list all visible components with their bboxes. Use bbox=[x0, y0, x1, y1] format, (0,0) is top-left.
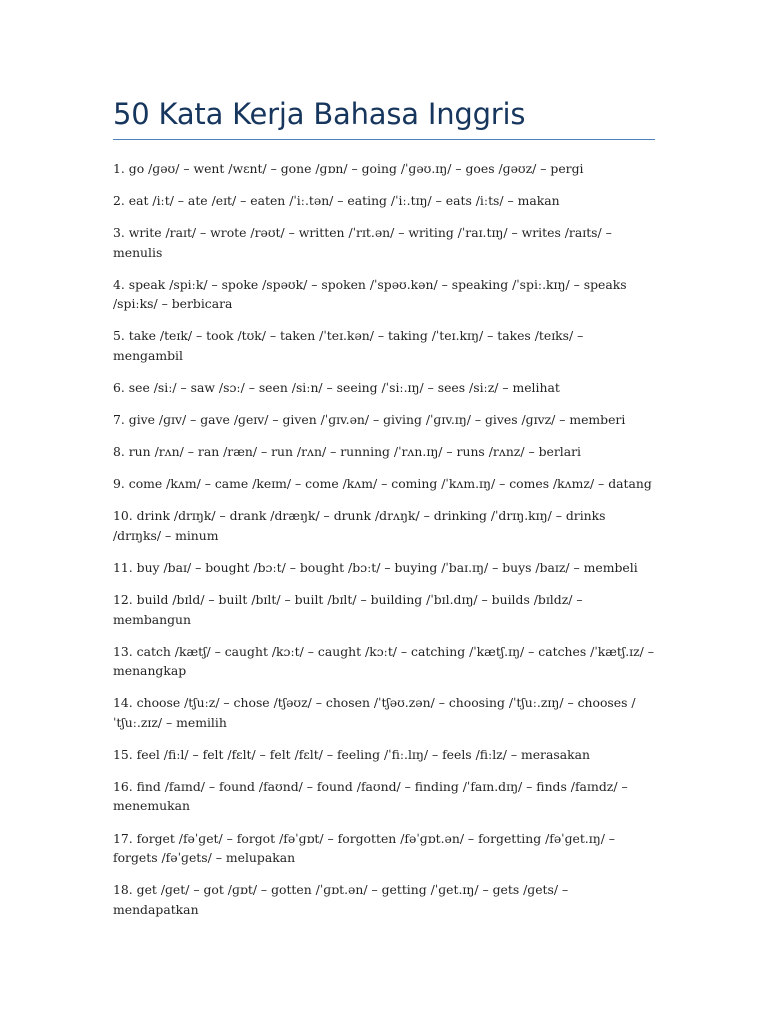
title-underline bbox=[113, 139, 655, 140]
verb-entry-drink: 10. drink /drɪŋk/ – drank /dræŋk/ – drunk /drʌŋk/ – drinking /ˈdrɪŋ.kɪŋ/ – drinks /drɪŋks/ – minum bbox=[113, 508, 606, 543]
verb-entry-take: 5. take /teɪk/ – took /tʊk/ – taken /ˈteɪ.kən/ – taking /ˈteɪ.kɪŋ/ – takes /teɪks/ – mengambil bbox=[113, 328, 584, 363]
verb-entry-come: 9. come /kʌm/ – came /keɪm/ – come /kʌm/ – coming /ˈkʌm.ɪŋ/ – comes /kʌmz/ – datang bbox=[113, 476, 652, 492]
verb-list bbox=[113, 159, 655, 932]
verb-entry-get: 18. get /ɡet/ – got /ɡɒt/ – gotten /ˈɡɒt.ən/ – getting /ˈɡet.ɪŋ/ – gets /ɡets/ – mendapatkan bbox=[113, 882, 569, 917]
verb-entry-find: 16. find /faɪnd/ – found /faʊnd/ – found /faʊnd/ – finding /ˈfaɪn.dɪŋ/ – finds /faɪndz/ – menemukan bbox=[113, 778, 628, 814]
verb-entry-build: 12. build /bɪld/ – built /bɪlt/ – built /bɪlt/ – building /ˈbɪl.dɪŋ/ – builds /bɪldz/ – membangun bbox=[113, 592, 583, 627]
verb-entry-choose: 14. choose /tʃuːz/ – chose /tʃəʊz/ – chosen /ˈtʃəʊ.zən/ – choosing /ˈtʃuː.zɪŋ/ – chooses /ˈtʃuː.zɪz/ – memilih bbox=[113, 695, 636, 730]
verb-entry-run: 8. run /rʌn/ – ran /ræn/ – run /rʌn/ – running /ˈrʌn.ɪŋ/ – runs /rʌnz/ – berlari bbox=[113, 444, 582, 460]
verb-entry-go: 1. go /ɡəʊ/ – went /wɛnt/ – gone /ɡɒn/ – going /ˈɡəʊ.ɪŋ/ – goes /ɡəʊz/ – pergi bbox=[113, 161, 584, 176]
verb-entry-give: 7. give /ɡɪv/ – gave /ɡeɪv/ – given /ˈɡɪv.ən/ – giving /ˈɡɪv.ɪŋ/ – gives /ɡɪvz/ – memberi bbox=[113, 412, 626, 428]
verb-entry-write: 3. write /raɪt/ – wrote /rəʊt/ – written /ˈrɪt.ən/ – writing /ˈraɪ.tɪŋ/ – writes /raɪts/ – menulis bbox=[113, 225, 612, 260]
verb-entry-see: 6. see /siː/ – saw /sɔː/ – seen /siːn/ – seeing /ˈsiː.ɪŋ/ – sees /siːz/ – melihat bbox=[113, 379, 560, 395]
verb-entry-speak: 4. speak /spiːk/ – spoke /spəʊk/ – spoken /ˈspəʊ.kən/ – speaking /ˈspiː.kɪŋ/ – speaks /spiːks/ – berbicara bbox=[113, 276, 627, 312]
verb-entry-buy: 11. buy /baɪ/ – bought /bɔːt/ – bought /bɔːt/ – buying /ˈbaɪ.ɪŋ/ – buys /baɪz/ – membeli bbox=[113, 559, 638, 575]
page-title: 50 Kata Kerja Bahasa Inggris bbox=[113, 97, 526, 131]
verb-entry-forget: 17. forget /fəˈɡet/ – forgot /fəˈɡɒt/ – forgotten /fəˈɡɒt.ən/ – forgetting /fəˈɡet.ɪŋ/ – forgets /fəˈɡets/ – melupakan bbox=[113, 830, 616, 865]
verb-entry-catch: 13. catch /kætʃ/ – caught /kɔːt/ – caught /kɔːt/ – catching /ˈkætʃ.ɪŋ/ – catches /ˈkætʃ.ɪz/ – menangkap bbox=[113, 643, 654, 679]
verb-entry-feel: 15. feel /fiːl/ – felt /fɛlt/ – felt /fɛlt/ – feeling /ˈfiː.lɪŋ/ – feels /fiːlz/ – merasakan bbox=[113, 746, 590, 762]
verb-entry-eat: 2. eat /iːt/ – ate /eɪt/ – eaten /ˈiː.tən/ – eating /ˈiː.tɪŋ/ – eats /iːts/ – makan bbox=[113, 193, 560, 209]
